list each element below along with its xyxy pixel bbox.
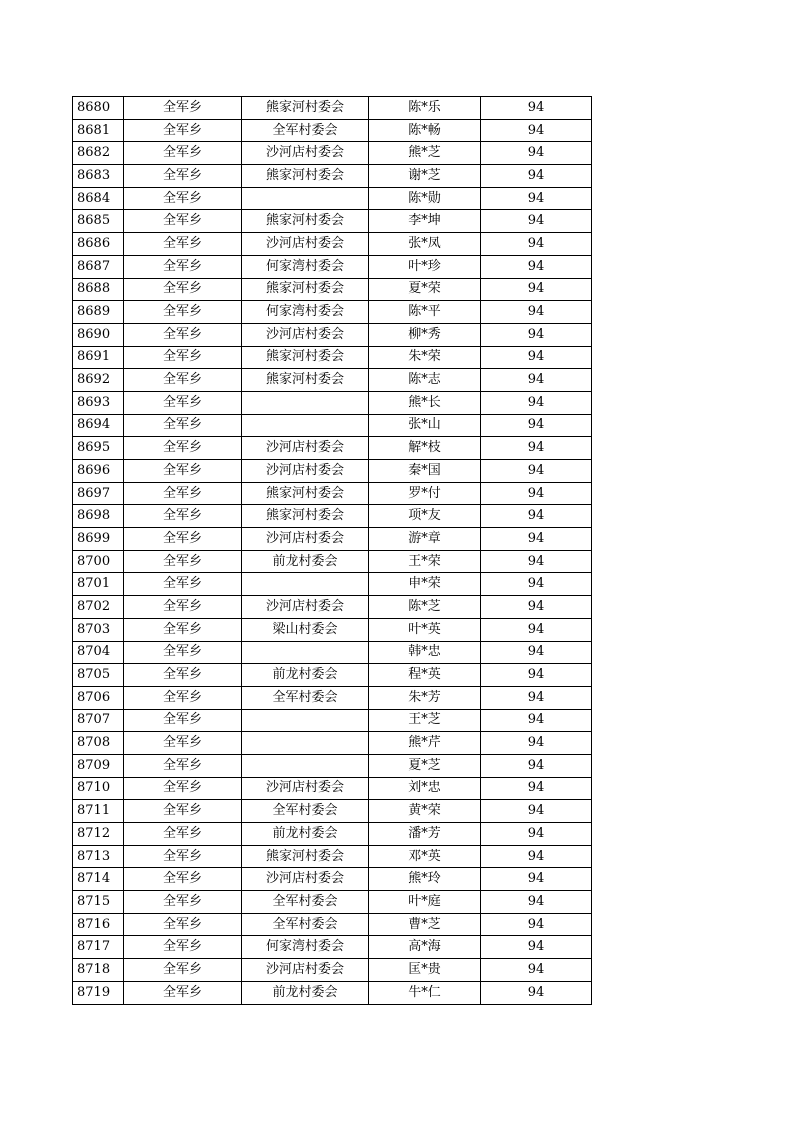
table-row: [73, 119, 592, 142]
age-cell: 94: [481, 278, 592, 301]
village-committee-cell: 前龙村委会: [242, 664, 369, 687]
age-cell: 94: [481, 119, 592, 142]
record-id-cell: 8692: [73, 369, 124, 392]
table-row: [73, 913, 592, 936]
record-id-cell: 8702: [73, 596, 124, 619]
township-cell: 全军乡: [124, 323, 242, 346]
village-committee-cell: 沙河店村委会: [242, 460, 369, 483]
age-cell: 94: [481, 641, 592, 664]
record-id-cell: 8683: [73, 165, 124, 188]
table-row: [73, 823, 592, 846]
table-row: [73, 868, 592, 891]
table-row: [73, 414, 592, 437]
record-id-cell: 8710: [73, 777, 124, 800]
person-name-cell: 熊*玲: [369, 868, 481, 891]
township-cell: 全军乡: [124, 573, 242, 596]
village-committee-cell: 沙河店村委会: [242, 233, 369, 256]
township-cell: 全军乡: [124, 891, 242, 914]
township-cell: 全军乡: [124, 165, 242, 188]
township-cell: 全军乡: [124, 369, 242, 392]
age-cell: 94: [481, 777, 592, 800]
person-name-cell: 陈*芝: [369, 596, 481, 619]
age-cell: 94: [481, 210, 592, 233]
person-name-cell: 申*荣: [369, 573, 481, 596]
record-id-cell: 8682: [73, 142, 124, 165]
record-id-cell: 8707: [73, 709, 124, 732]
table-row: [73, 278, 592, 301]
township-cell: 全军乡: [124, 754, 242, 777]
record-id-cell: 8717: [73, 936, 124, 959]
records-table: [72, 96, 592, 1005]
village-committee-cell: 熊家河村委会: [242, 346, 369, 369]
person-name-cell: 陈*畅: [369, 119, 481, 142]
table-row: [73, 528, 592, 551]
person-name-cell: 程*英: [369, 664, 481, 687]
record-id-cell: 8684: [73, 187, 124, 210]
person-name-cell: 高*海: [369, 936, 481, 959]
township-cell: 全军乡: [124, 391, 242, 414]
village-committee-cell: 何家湾村委会: [242, 301, 369, 324]
table-row: [73, 482, 592, 505]
township-cell: 全军乡: [124, 550, 242, 573]
record-id-cell: 8696: [73, 460, 124, 483]
person-name-cell: 罗*付: [369, 482, 481, 505]
township-cell: 全军乡: [124, 460, 242, 483]
township-cell: 全军乡: [124, 936, 242, 959]
township-cell: 全军乡: [124, 686, 242, 709]
record-id-cell: 8714: [73, 868, 124, 891]
age-cell: 94: [481, 437, 592, 460]
record-id-cell: 8680: [73, 97, 124, 120]
village-committee-cell: 梁山村委会: [242, 618, 369, 641]
age-cell: 94: [481, 981, 592, 1004]
township-cell: 全军乡: [124, 800, 242, 823]
table-row: [73, 845, 592, 868]
record-id-cell: 8713: [73, 845, 124, 868]
village-committee-cell: 沙河店村委会: [242, 437, 369, 460]
township-cell: 全军乡: [124, 482, 242, 505]
township-cell: 全军乡: [124, 959, 242, 982]
age-cell: 94: [481, 709, 592, 732]
table-row: [73, 709, 592, 732]
person-name-cell: 潘*芳: [369, 823, 481, 846]
record-id-cell: 8695: [73, 437, 124, 460]
village-committee-cell: 熊家河村委会: [242, 505, 369, 528]
table-row: [73, 142, 592, 165]
record-id-cell: 8688: [73, 278, 124, 301]
table-row: [73, 959, 592, 982]
township-cell: 全军乡: [124, 913, 242, 936]
township-cell: 全军乡: [124, 528, 242, 551]
age-cell: 94: [481, 618, 592, 641]
table-row: [73, 641, 592, 664]
township-cell: 全军乡: [124, 301, 242, 324]
village-committee-cell: 沙河店村委会: [242, 959, 369, 982]
record-id-cell: 8701: [73, 573, 124, 596]
table-row: [73, 777, 592, 800]
age-cell: 94: [481, 913, 592, 936]
township-cell: 全军乡: [124, 641, 242, 664]
age-cell: 94: [481, 573, 592, 596]
record-id-cell: 8689: [73, 301, 124, 324]
person-name-cell: 刘*忠: [369, 777, 481, 800]
age-cell: 94: [481, 528, 592, 551]
person-name-cell: 谢*芝: [369, 165, 481, 188]
age-cell: 94: [481, 460, 592, 483]
table-row: [73, 686, 592, 709]
township-cell: 全军乡: [124, 868, 242, 891]
table-row: [73, 165, 592, 188]
village-committee-cell: 全军村委会: [242, 913, 369, 936]
age-cell: 94: [481, 686, 592, 709]
person-name-cell: 熊*芝: [369, 142, 481, 165]
person-name-cell: 曹*芝: [369, 913, 481, 936]
age-cell: 94: [481, 754, 592, 777]
village-committee-cell: 前龙村委会: [242, 981, 369, 1004]
record-id-cell: 8708: [73, 732, 124, 755]
person-name-cell: 朱*荣: [369, 346, 481, 369]
village-committee-cell: 沙河店村委会: [242, 868, 369, 891]
person-name-cell: 夏*荣: [369, 278, 481, 301]
table-row: [73, 391, 592, 414]
person-name-cell: 牛*仁: [369, 981, 481, 1004]
record-id-cell: 8697: [73, 482, 124, 505]
village-committee-cell: 熊家河村委会: [242, 278, 369, 301]
records-table-body: [73, 97, 592, 1005]
table-row: [73, 255, 592, 278]
table-row: [73, 505, 592, 528]
record-id-cell: 8703: [73, 618, 124, 641]
table-row: [73, 618, 592, 641]
age-cell: 94: [481, 550, 592, 573]
table-row: [73, 301, 592, 324]
village-committee-cell: 何家湾村委会: [242, 936, 369, 959]
township-cell: 全军乡: [124, 210, 242, 233]
table-row: [73, 664, 592, 687]
township-cell: 全军乡: [124, 732, 242, 755]
age-cell: 94: [481, 255, 592, 278]
township-cell: 全军乡: [124, 823, 242, 846]
record-id-cell: 8719: [73, 981, 124, 1004]
table-row: [73, 437, 592, 460]
person-name-cell: 柳*秀: [369, 323, 481, 346]
village-committee-cell: 熊家河村委会: [242, 845, 369, 868]
village-committee-cell: 何家湾村委会: [242, 255, 369, 278]
village-committee-cell: 熊家河村委会: [242, 97, 369, 120]
township-cell: 全军乡: [124, 187, 242, 210]
township-cell: 全军乡: [124, 618, 242, 641]
record-id-cell: 8718: [73, 959, 124, 982]
person-name-cell: 陈*平: [369, 301, 481, 324]
village-committee-cell: 全军村委会: [242, 891, 369, 914]
record-id-cell: 8698: [73, 505, 124, 528]
township-cell: 全军乡: [124, 596, 242, 619]
record-id-cell: 8690: [73, 323, 124, 346]
age-cell: 94: [481, 97, 592, 120]
table-row: [73, 460, 592, 483]
township-cell: 全军乡: [124, 142, 242, 165]
age-cell: 94: [481, 891, 592, 914]
record-id-cell: 8681: [73, 119, 124, 142]
village-committee-cell: [242, 187, 369, 210]
village-committee-cell: 沙河店村委会: [242, 528, 369, 551]
person-name-cell: 叶*珍: [369, 255, 481, 278]
township-cell: 全军乡: [124, 414, 242, 437]
person-name-cell: 匡*贵: [369, 959, 481, 982]
township-cell: 全军乡: [124, 709, 242, 732]
table-row: [73, 369, 592, 392]
person-name-cell: 熊*芹: [369, 732, 481, 755]
township-cell: 全军乡: [124, 233, 242, 256]
record-id-cell: 8709: [73, 754, 124, 777]
record-id-cell: 8699: [73, 528, 124, 551]
age-cell: 94: [481, 369, 592, 392]
person-name-cell: 韩*忠: [369, 641, 481, 664]
age-cell: 94: [481, 823, 592, 846]
person-name-cell: 张*山: [369, 414, 481, 437]
age-cell: 94: [481, 346, 592, 369]
record-id-cell: 8685: [73, 210, 124, 233]
person-name-cell: 叶*庭: [369, 891, 481, 914]
age-cell: 94: [481, 301, 592, 324]
village-committee-cell: 熊家河村委会: [242, 482, 369, 505]
village-committee-cell: 熊家河村委会: [242, 210, 369, 233]
village-committee-cell: 前龙村委会: [242, 823, 369, 846]
village-committee-cell: [242, 754, 369, 777]
table-row: [73, 233, 592, 256]
record-id-cell: 8687: [73, 255, 124, 278]
township-cell: 全军乡: [124, 777, 242, 800]
age-cell: 94: [481, 142, 592, 165]
person-name-cell: 项*友: [369, 505, 481, 528]
village-committee-cell: 全军村委会: [242, 800, 369, 823]
township-cell: 全军乡: [124, 278, 242, 301]
township-cell: 全军乡: [124, 255, 242, 278]
person-name-cell: 夏*芝: [369, 754, 481, 777]
record-id-cell: 8691: [73, 346, 124, 369]
person-name-cell: 王*荣: [369, 550, 481, 573]
age-cell: 94: [481, 482, 592, 505]
village-committee-cell: 沙河店村委会: [242, 142, 369, 165]
table-row: [73, 800, 592, 823]
village-committee-cell: [242, 709, 369, 732]
age-cell: 94: [481, 845, 592, 868]
table-row: [73, 732, 592, 755]
table-row: [73, 187, 592, 210]
township-cell: 全军乡: [124, 505, 242, 528]
village-committee-cell: 前龙村委会: [242, 550, 369, 573]
age-cell: 94: [481, 936, 592, 959]
table-row: [73, 346, 592, 369]
person-name-cell: 陈*志: [369, 369, 481, 392]
age-cell: 94: [481, 800, 592, 823]
village-committee-cell: [242, 732, 369, 755]
village-committee-cell: [242, 414, 369, 437]
township-cell: 全军乡: [124, 97, 242, 120]
table-row: [73, 981, 592, 1004]
township-cell: 全军乡: [124, 845, 242, 868]
village-committee-cell: 全军村委会: [242, 119, 369, 142]
record-id-cell: 8694: [73, 414, 124, 437]
person-name-cell: 陈*勋: [369, 187, 481, 210]
record-id-cell: 8704: [73, 641, 124, 664]
age-cell: 94: [481, 664, 592, 687]
record-id-cell: 8711: [73, 800, 124, 823]
record-id-cell: 8716: [73, 913, 124, 936]
age-cell: 94: [481, 596, 592, 619]
village-committee-cell: [242, 391, 369, 414]
table-row: [73, 891, 592, 914]
age-cell: 94: [481, 868, 592, 891]
township-cell: 全军乡: [124, 981, 242, 1004]
table-row: [73, 754, 592, 777]
village-committee-cell: 沙河店村委会: [242, 323, 369, 346]
record-id-cell: 8693: [73, 391, 124, 414]
record-id-cell: 8705: [73, 664, 124, 687]
age-cell: 94: [481, 391, 592, 414]
person-name-cell: 朱*芳: [369, 686, 481, 709]
age-cell: 94: [481, 505, 592, 528]
person-name-cell: 秦*国: [369, 460, 481, 483]
village-committee-cell: [242, 573, 369, 596]
village-committee-cell: 全军村委会: [242, 686, 369, 709]
record-id-cell: 8686: [73, 233, 124, 256]
person-name-cell: 邓*英: [369, 845, 481, 868]
person-name-cell: 张*凤: [369, 233, 481, 256]
table-row: [73, 323, 592, 346]
village-committee-cell: 熊家河村委会: [242, 369, 369, 392]
person-name-cell: 解*枝: [369, 437, 481, 460]
table-row: [73, 596, 592, 619]
age-cell: 94: [481, 414, 592, 437]
person-name-cell: 王*芝: [369, 709, 481, 732]
age-cell: 94: [481, 165, 592, 188]
village-committee-cell: 熊家河村委会: [242, 165, 369, 188]
township-cell: 全军乡: [124, 437, 242, 460]
person-name-cell: 叶*英: [369, 618, 481, 641]
record-id-cell: 8700: [73, 550, 124, 573]
person-name-cell: 陈*乐: [369, 97, 481, 120]
township-cell: 全军乡: [124, 664, 242, 687]
age-cell: 94: [481, 323, 592, 346]
table-row: [73, 97, 592, 120]
table-row: [73, 573, 592, 596]
person-name-cell: 熊*长: [369, 391, 481, 414]
person-name-cell: 李*坤: [369, 210, 481, 233]
table-row: [73, 210, 592, 233]
age-cell: 94: [481, 233, 592, 256]
village-committee-cell: 沙河店村委会: [242, 596, 369, 619]
record-id-cell: 8706: [73, 686, 124, 709]
township-cell: 全军乡: [124, 119, 242, 142]
age-cell: 94: [481, 187, 592, 210]
record-id-cell: 8712: [73, 823, 124, 846]
age-cell: 94: [481, 732, 592, 755]
record-id-cell: 8715: [73, 891, 124, 914]
person-name-cell: 游*章: [369, 528, 481, 551]
person-name-cell: 黄*荣: [369, 800, 481, 823]
township-cell: 全军乡: [124, 346, 242, 369]
table-row: [73, 936, 592, 959]
table-row: [73, 550, 592, 573]
village-committee-cell: 沙河店村委会: [242, 777, 369, 800]
village-committee-cell: [242, 641, 369, 664]
age-cell: 94: [481, 959, 592, 982]
